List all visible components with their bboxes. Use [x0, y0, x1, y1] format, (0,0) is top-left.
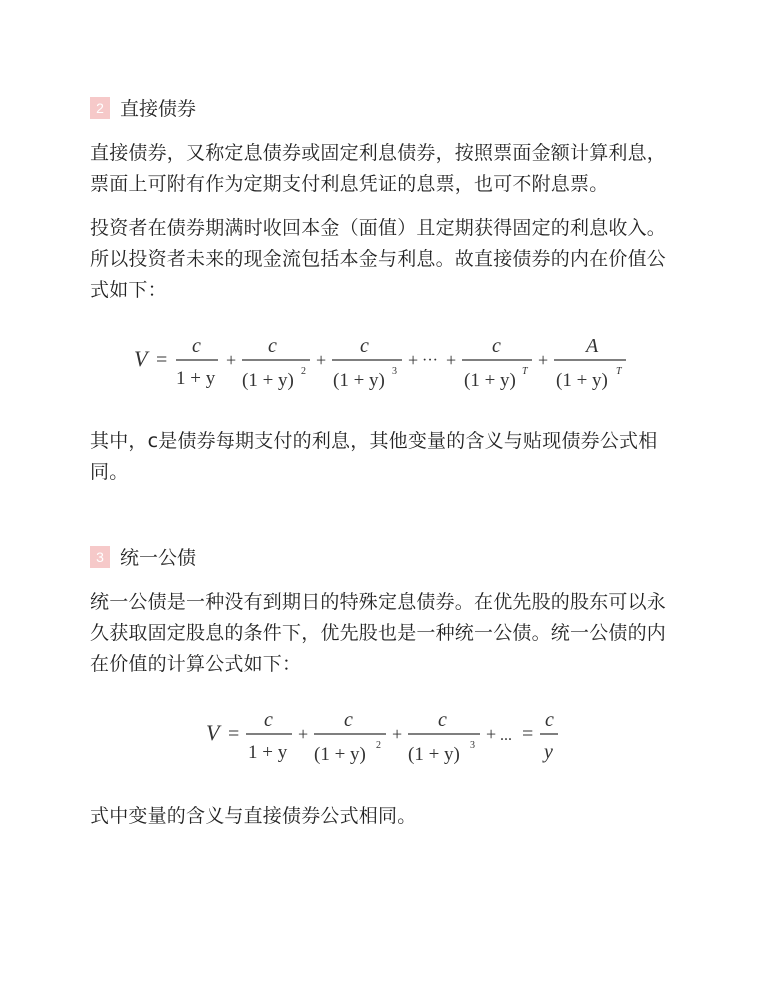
section-heading-3: [90, 543, 196, 570]
numerator-c: c: [344, 709, 353, 731]
plus-sign: +: [226, 350, 237, 370]
exponent-2: 2: [301, 366, 306, 377]
plus-sign: +: [538, 350, 549, 370]
formula-equals: =: [522, 723, 534, 745]
ellipsis: ...: [500, 727, 512, 744]
denominator-y: y: [544, 741, 553, 763]
formula-direct-bond-value: [130, 330, 640, 405]
exponent-3: 3: [392, 366, 397, 377]
formula-equals: =: [156, 349, 168, 371]
section-heading-2: [90, 94, 196, 121]
paragraph-direct-bond-cashflow: 投资者在债券期满时收回本金（面值）且定期获得固定的利息收入。所以投资者未来的现金流包括本金与利息。故直接债券的内在价值公式如下：: [90, 217, 667, 301]
denominator-1-plus-y-paren: (1 + y): [242, 370, 294, 391]
numerator-c: c: [264, 709, 273, 731]
paragraph-variable-note: 其中，c是债券每期支付的利息，其他变量的含义与贴现债券公式相同。: [90, 430, 658, 483]
section-number-badge: 3: [90, 546, 110, 568]
paragraph-consol-variable-note: 式中变量的含义与直接债券公式相同。: [90, 805, 417, 827]
plus-sign: +: [298, 724, 309, 744]
denominator-1-plus-y-paren: (1 + y): [408, 744, 460, 765]
plus-sign: +: [486, 724, 497, 744]
paragraph-direct-bond-definition: 直接债券，又称定息债券或固定利息债券，按照票面金额计算利息，票面上可附有作为定期支付利息凭证的息票，也可不附息票。: [90, 142, 667, 195]
numerator-c: c: [360, 335, 369, 357]
denominator-1-plus-y-paren: (1 + y): [333, 370, 385, 391]
numerator-c: c: [545, 709, 554, 731]
section-title: 统一公债: [120, 547, 197, 569]
exponent-t: T: [616, 366, 622, 377]
numerator-c: c: [192, 335, 201, 357]
plus-sign: +: [392, 724, 403, 744]
plus-sign: +: [316, 350, 327, 370]
plus-sign: +: [446, 350, 457, 370]
exponent-2: 2: [376, 740, 381, 751]
denominator-1-plus-y-paren: (1 + y): [464, 370, 516, 391]
formula-lhs-v: V: [206, 720, 220, 745]
denominator-1-plus-y-paren: (1 + y): [556, 370, 608, 391]
numerator-c: c: [492, 335, 501, 357]
denominator-1-plus-y: 1 + y: [176, 368, 216, 389]
section-number-badge: 2: [90, 97, 110, 119]
formula-lhs-v: V: [134, 346, 148, 371]
section-title: 直接债券: [120, 98, 197, 120]
numerator-a: A: [586, 335, 599, 357]
exponent-3: 3: [470, 740, 475, 751]
ellipsis: ···: [422, 352, 438, 369]
numerator-c: c: [268, 335, 277, 357]
exponent-t: T: [522, 366, 528, 377]
paragraph-consol-definition: 统一公债是一种没有到期日的特殊定息债券。在优先股的股东可以永久获取固定股息的条件下，优先股也是一种统一公债。统一公债的内在价值的计算公式如下：: [90, 591, 667, 675]
denominator-1-plus-y: 1 + y: [248, 742, 288, 763]
denominator-1-plus-y-paren: (1 + y): [314, 744, 366, 765]
formula-equals: =: [228, 723, 240, 745]
plus-sign: +: [408, 350, 419, 370]
formula-consol-value: [200, 708, 570, 783]
numerator-c: c: [438, 709, 447, 731]
